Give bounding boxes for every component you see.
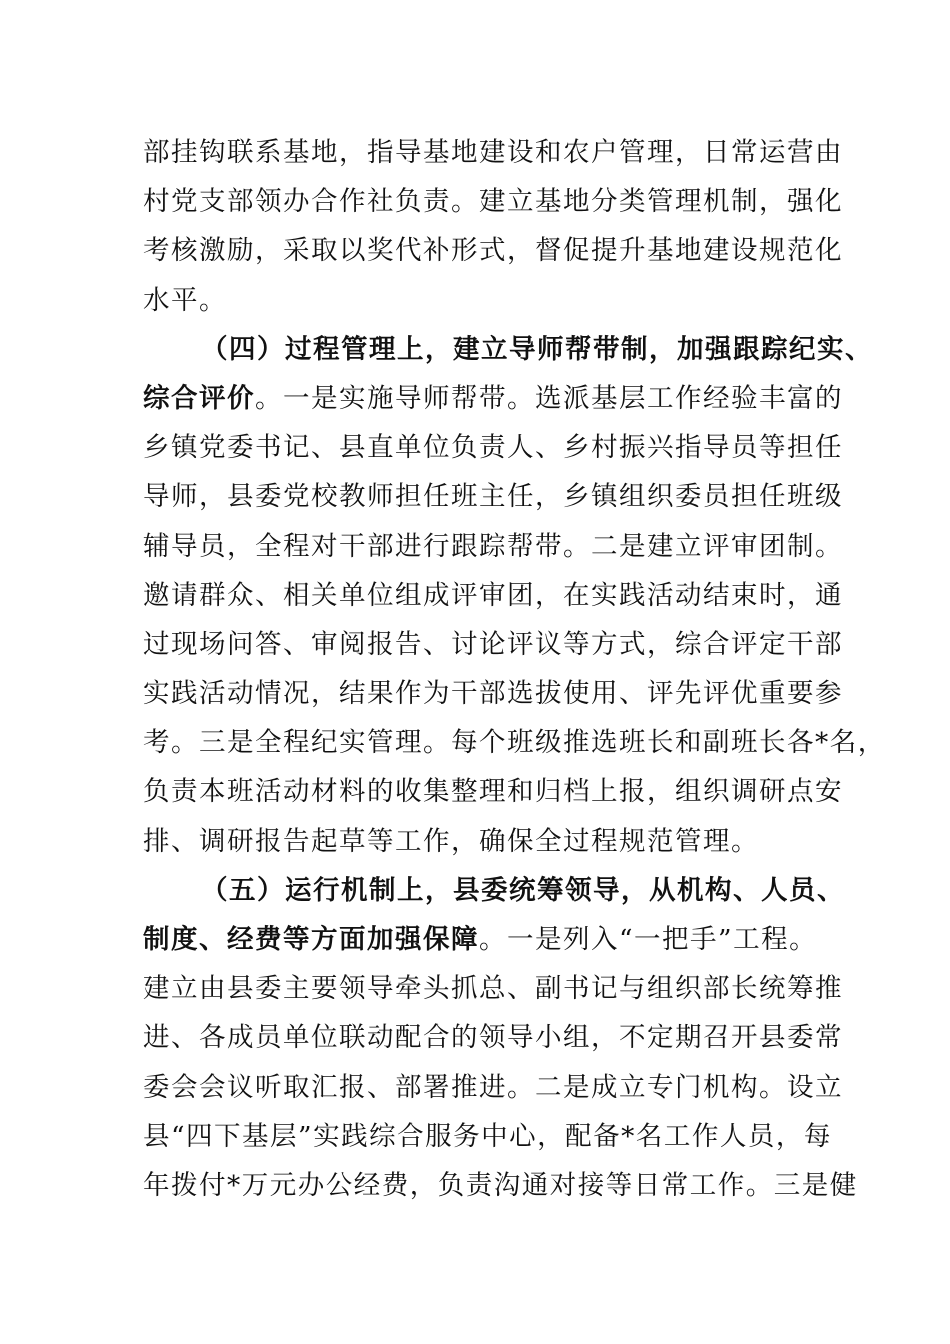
text-line <box>143 964 843 1013</box>
text-line <box>143 472 843 521</box>
text-line <box>143 374 843 423</box>
bold-heading-text: 制度、经费等方面加强保障 <box>143 924 479 955</box>
body-text: 建立由县委主要领导牵头抓总、副书记与组织部长统筹推 <box>143 973 843 1005</box>
text-line <box>143 571 843 620</box>
text-line <box>143 1161 858 1210</box>
text-line <box>143 915 818 964</box>
body-text: 。一是列入“一把手”工程。 <box>479 924 818 955</box>
body-text: 县“四下基层”实践综合服务中心，配备*名工作人员，每 <box>143 1120 832 1152</box>
body-text: 年拨付*万元办公经费，负责沟通对接等日常工作。三是健 <box>143 1169 858 1201</box>
body-text: 委会会议听取汇报、部署推进。二是成立专门机构。设立 <box>143 1071 843 1103</box>
body-text: 进、各成员单位联动配合的领导小组，不定期召开县委常 <box>143 1022 843 1054</box>
body-text: 村党支部领办合作社负责。建立基地分类管理机制，强化 <box>143 186 843 218</box>
text-line <box>143 669 843 718</box>
bold-heading-text: （五）运行机制上，县委统筹领导，从机构、人员、 <box>201 874 845 906</box>
text-line <box>143 226 843 275</box>
text-line <box>143 620 843 669</box>
document-body <box>143 128 886 1210</box>
body-text: 邀请群众、相关单位组成评审团，在实践活动结束时，通 <box>143 579 843 611</box>
text-line <box>143 177 843 226</box>
text-line <box>143 423 843 472</box>
text-line <box>143 866 845 915</box>
text-line <box>143 718 886 767</box>
body-text: 考核激励，采取以奖代补形式，督促提升基地建设规范化 <box>143 235 843 267</box>
bold-heading-text: 综合评价 <box>143 382 255 414</box>
body-text: 水平。 <box>143 284 227 316</box>
text-line <box>143 817 815 866</box>
body-text: 排、调研报告起草等工作，确保全过程规范管理。 <box>143 825 759 857</box>
text-line <box>143 276 815 325</box>
text-line <box>143 767 843 816</box>
text-line <box>143 325 873 374</box>
text-line <box>143 1063 843 1112</box>
body-text: 乡镇党委书记、县直单位负责人、乡村振兴指导员等担任 <box>143 432 843 464</box>
body-text: 导师，县委党校教师担任班主任，乡镇组织委员担任班级 <box>143 481 843 513</box>
body-text: 。一是实施导师帮带。选派基层工作经验丰富的 <box>255 382 843 414</box>
body-text: 实践活动情况，结果作为干部选拔使用、评先评优重要参 <box>143 678 843 710</box>
text-line <box>143 1013 843 1062</box>
body-text: 负责本班活动材料的收集整理和归档上报，组织调研点安 <box>143 776 843 808</box>
text-line <box>143 522 843 571</box>
text-line <box>143 128 843 177</box>
body-text: 部挂钩联系基地，指导基地建设和农户管理，日常运营由 <box>143 137 843 168</box>
bold-heading-text: （四）过程管理上，建立导师帮带制，加强跟踪纪实、 <box>201 333 873 365</box>
body-text: 考。三是全程纪实管理。每个班级推选班长和副班长各*名， <box>143 727 886 759</box>
text-line <box>143 1112 832 1161</box>
body-text: 过现场问答、审阅报告、讨论评议等方式，综合评定干部 <box>143 628 843 660</box>
body-text: 辅导员，全程对干部进行跟踪帮带。二是建立评审团制。 <box>143 530 843 562</box>
